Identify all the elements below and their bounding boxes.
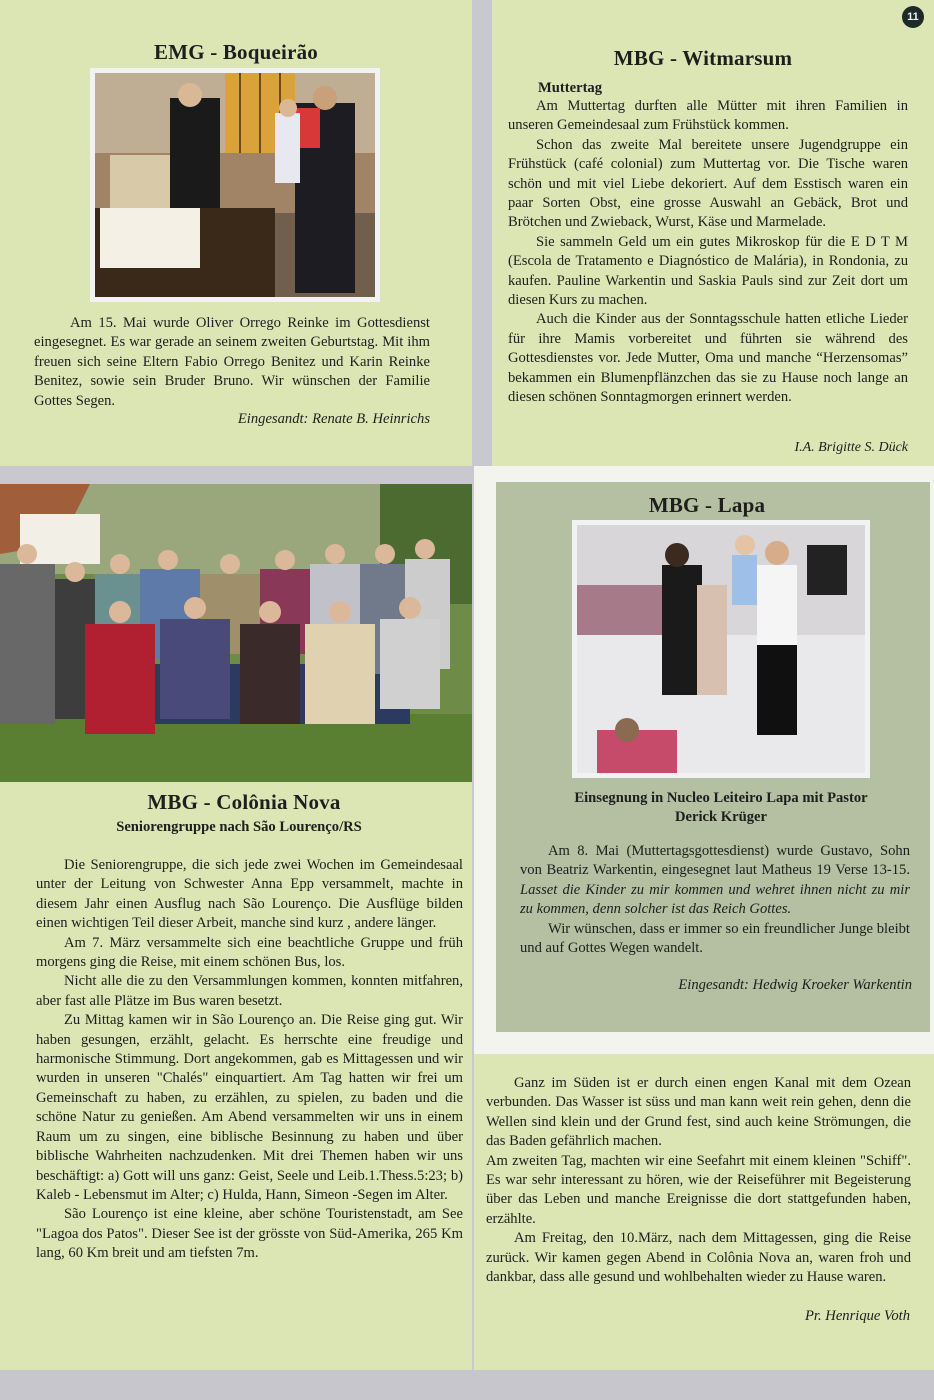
church-stage-illustration <box>95 73 375 297</box>
page-number-badge: 11 <box>902 6 924 28</box>
witmarsum-signature: I.A. Brigitte S. Dück <box>794 440 908 455</box>
colonia-subtitle: Seniorengruppe nach São Lourenço/RS <box>116 819 362 835</box>
continuation-paragraph-1: Ganz im Süden ist er durch einen engen Kanal mit dem Ozean verbunden. Das Wasser ist süss und man kann weit rein gehen, denn die Wellen sind klein und der Grund fest, sind auch keine Strömungen, die das Baden gefährlich machen. <box>486 1075 911 1150</box>
lapa-body <box>520 842 910 958</box>
emg-boqueirao-panel <box>0 0 472 466</box>
blessing-ceremony-illustration <box>577 525 865 773</box>
emg-text: Am 15. Mai wurde Oliver Orrego Reinke im Gottesdienst eingesegnet. Es war gerade an seinem zweiten Geburtstag. Mit ihm freuen sich seine Eltern Fabio Orrego Benitez und Karin Reinke Benitez, sowie sein Bruder Bruno. Wir wünschen der Familie Gottes Segen. <box>34 315 430 409</box>
continuation-panel <box>474 1054 934 1370</box>
witmarsum-paragraph-4: Auch die Kinder aus der Sonntagsschule hatten etliche Lieder für ihre Mamis vorbereitet und führten sie während des Gottesdienstes vor. Jede Mutter, Oma und manche “Herzensomas” bekammen ein Blumenpflänzchen das sie zu Hause noch lange an diesen schönen Sonntagmorgen erinnert werden. <box>508 311 908 406</box>
continuation-paragraph-3: Am Freitag, den 10.März, nach dem Mittagessen, ging die Reise zurück. Wir kamen gegen Abend in Colônia Nova an, waren froh und dankbar, dass alle gesund und wohlbehalten wieder zu Hause waren. <box>486 1230 911 1286</box>
emg-title: EMG - Boqueirão <box>154 40 318 64</box>
continuation-paragraph-2: Am zweiten Tag, machten wir eine Seefahrt mit einem kleinen "Schiff". Es war sehr interessant zu hören, wie der Reiseführer mit Begeisterung über das Leben und manche Ereignisse die dort stattgefunden haben, erzählte. <box>486 1152 911 1227</box>
lapa-paragraph-1-text: Am 8. Mai (Muttertagsgottesdienst) wurde Gustavo, Sohn von Beatriz Warkentin, eingesegnet laut Matheus 19 Verse 13-15. <box>520 843 910 879</box>
lapa-photo <box>572 520 870 778</box>
emg-signature: Eingesandt: Renate B. Heinrichs <box>237 411 430 427</box>
witmarsum-paragraph-3: Sie sammeln Geld um ein gutes Mikroskop für die E D T M (Escola de Tratamento e Diagnóstico de Malária), in Rondonia, zu kaufen. Pauline Warkentin und Saskia Pauls sind zur Zeit dort um diesen Kurs zu machen. <box>508 233 908 309</box>
witmarsum-title: MBG - Witmarsum <box>613 46 793 70</box>
colonia-paragraph-3: Nicht alle die zu den Versammlungen kommen, konnten mitfahren, aber fast alle Plätze im Bus waren besetzt. <box>36 973 463 1009</box>
colonia-body <box>36 856 463 1264</box>
colonia-nova-panel <box>0 782 472 1370</box>
witmarsum-panel <box>492 0 934 466</box>
lapa-panel <box>496 482 930 1032</box>
lapa-paragraph-2: Wir wünschen, dass er immer so ein freundlicher Junge bleibt und auf Gottes Wegen wandelt. <box>520 920 910 957</box>
lapa-bible-quote: Lasset die Kinder zu mir kommen und wehret ihnen nicht zu mir zu kommen, denn solcher ist das Reich Gottes. <box>520 881 910 918</box>
bottom-margin <box>0 1370 934 1400</box>
continuation-body <box>486 1074 911 1287</box>
emg-photo <box>90 68 380 302</box>
lapa-signature: Eingesandt: Hedwig Kroeker Warkentin <box>678 977 912 993</box>
colonia-paragraph-5: São Lourenço ist eine kleine, aber schöne Touristenstadt, am See "Lagoa dos Patos". Dieser See ist der grösste von Süd-Amerika, 265 Km lang, 60 Km breit und am tiefsten 7m. <box>36 1206 463 1262</box>
witmarsum-paragraph-2: Schon das zweite Mal bereitete unsere Jugendgruppe ein Frühstück (café colonial) zum Muttertag vor. Die Tische waren schön und mit viel Liebe dekoriert. Auf dem Esstisch waren ein paar Sorten Obst, eine grosse Auswahl an Gebäck, Brot und Brötchen und Zwieback, Wurst, Käse und Marmelade. <box>508 136 908 231</box>
witmarsum-body <box>508 97 908 408</box>
witmarsum-subtitle: Muttertag <box>538 80 603 96</box>
colonia-paragraph-2: Am 7. März versammelte sich eine beachtliche Gruppe und früh morgens ging die Reise, mit einem schönen Bus, los. <box>36 934 463 971</box>
lapa-caption: Einsegnung in Nucleo Leiteiro Lapa mit Pastor Derick Krüger <box>574 790 868 826</box>
witmarsum-paragraph-1: Am Muttertag durften alle Mütter mit ihren Familien in unseren Gemeindesaal zum Frühstück kommen. <box>508 98 908 134</box>
lapa-paragraph-1 <box>520 842 910 920</box>
colonia-paragraph-1: Die Seniorengruppe, die sich jede zwei Wochen im Gemeindesaal unter der Leitung von Schwester Anna Epp versammelt, machte in diesem Jahr einen Ausflug nach São Lourenço. Die Ausflüge bilden einen wichtigen Teil dieser Arbeit, manche sind kurz , andere länger. <box>36 857 463 932</box>
colonia-paragraph-4: Zu Mittag kamen wir in São Lourenço an. Die Reise ging gut. Wir haben gesungen, erzählt, gelacht. Es herrschte eine freudige und harmonische Stimmung. Dort angekommen, gab es Mittagessen und wir wurden in unseren "Chalés" einquartiert. Am Tag hatten wir frei um Gemeinschaft zu haben, zu erzählen, zu spielen, zu baden und die schöne Natur zu genießen. Am Abend versammelten wir uns in einem Raum um zu singen, eine biblische Besinnung zu haben und über biblische Wahrheiten nachzudenken. Mit drei Themen haben wir uns beschäftigt: a) Gott will uns ganz: Geist, Seele und Leib.1.Thess.5:23; b) Kaleb - Lebensmut im Alter; c) Hulda, Hann, Simeon -Segen im Alter. <box>36 1012 463 1203</box>
continuation-signature: Pr. Henrique Voth <box>805 1308 910 1324</box>
lapa-title: MBG - Lapa <box>648 493 766 517</box>
senior-group-illustration <box>0 484 472 782</box>
colonia-title: MBG - Colônia Nova <box>147 790 341 814</box>
colonia-group-photo <box>0 484 472 782</box>
